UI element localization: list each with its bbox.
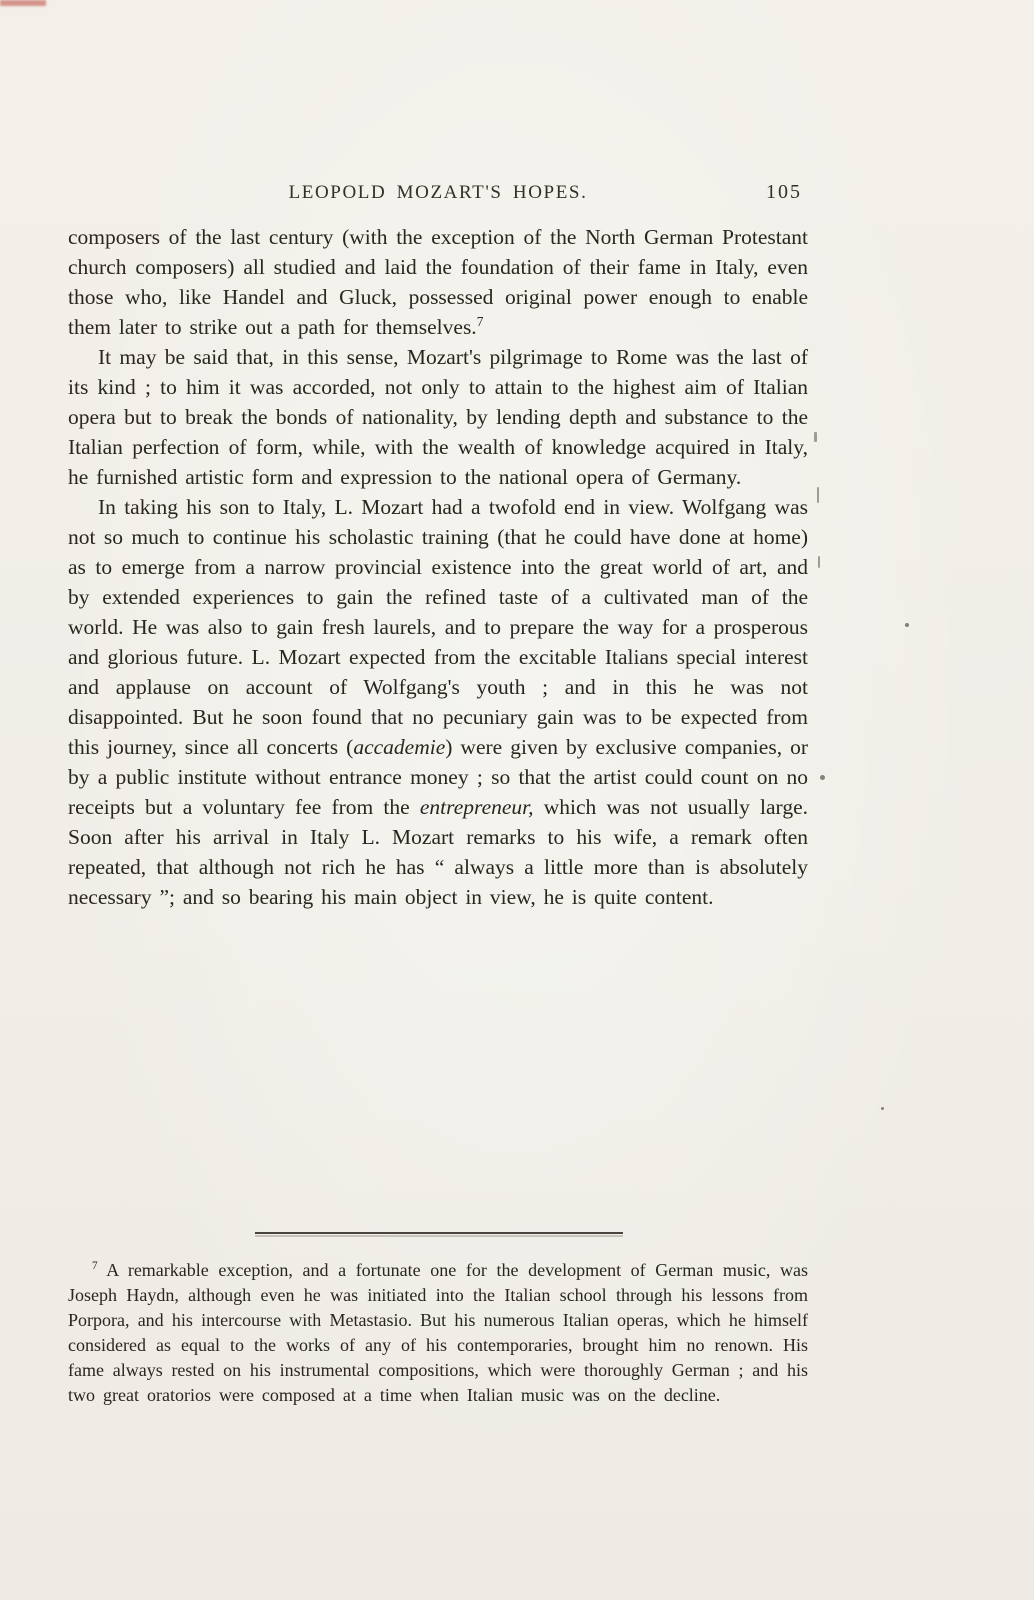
scan-speck <box>814 432 817 442</box>
paragraph-1 <box>68 222 808 342</box>
page-header <box>68 182 808 204</box>
italic-term-accademie: accademie <box>353 735 446 759</box>
paragraph-3-text-1: In taking his son to Italy, L. Mozart had a twofold end in view. Wolfgang was not so much to continue his scholastic training (that he could have done at home) as to emerge from a narrow provincial existence into the great world of art, and by extended experiences to gain the refined taste of a cultivated man of the world. He was also to gain fresh laurels, and to prepare the way for a prosperous and glorious future. L. Mozart expected from the excitable Italians special interest and applause on account of Wolfgang's youth ; and in this he was not disappointed. But he soon found that no pecuniary gain was to be expected from this journey, since all concerts ( <box>68 495 808 759</box>
running-title: LEOPOLD MOZART'S HOPES. <box>288 182 588 203</box>
footnote-section <box>68 1232 808 1408</box>
footnote-reference: 7 <box>476 313 484 329</box>
footnote-text-block <box>68 1258 808 1408</box>
scan-speck <box>818 556 820 568</box>
scan-speck <box>881 1107 884 1110</box>
paragraph-3-text-3: which was not usually large. Soon after his arrival in Italy L. Mozart remarks to his wife, a remark often repeated, that although not rich he has “ always a little more than is absolutely necessary ”; and so bearing his main object in view, he is quite content. <box>68 795 808 909</box>
scan-speck <box>817 487 819 503</box>
page-number: 105 <box>766 181 802 203</box>
paragraph-3 <box>68 492 808 912</box>
scan-edge-smudge <box>0 0 46 6</box>
paragraph-2 <box>68 342 808 492</box>
paragraph-3-text-2: ) were given by exclusive companies, or by a public institute without entrance money ; so that the artist could count on no receipts but a voluntary fee from the <box>68 735 809 819</box>
page-body <box>68 222 808 912</box>
scan-speck <box>905 623 909 627</box>
footnote-divider <box>255 1232 623 1234</box>
footnote-text: A remarkable exception, and a fortunate one for the development of German music, was Joseph Haydn, although even he was initiated into the Italian school through his lessons from Porpora, and his intercourse with Metastasio. But his numerous Italian operas, which he himself considered as equal to the works of any of his contemporaries, brought him no renown. His fame always rested on his instrumental compositions, which were thoroughly German ; and his two great oratorios were composed at a time when Italian music was on the decline. <box>68 1260 808 1405</box>
scan-speck <box>820 775 825 780</box>
italic-term-entrepreneur: entrepreneur, <box>419 795 534 819</box>
paragraph-2-text: It may be said that, in this sense, Mozart's pilgrimage to Rome was the last of its kind ; to him it was accorded, not only to attain to the highest aim of Italian opera but to break the bonds of nationality, by lending depth and substance to the Italian perfection of form, while, with the wealth of knowledge acquired in Italy, he furnished artistic form and expression to the national opera of Germany. <box>68 345 808 489</box>
paragraph-1-text: composers of the last century (with the exception of the North German Protestant church composers) all studied and laid the foundation of their fame in Italy, even those who, like Handel and Gluck, possessed original power enough to enable them later to strike out a path for themselves. <box>68 225 808 339</box>
footnote-marker: 7 <box>92 1260 98 1272</box>
